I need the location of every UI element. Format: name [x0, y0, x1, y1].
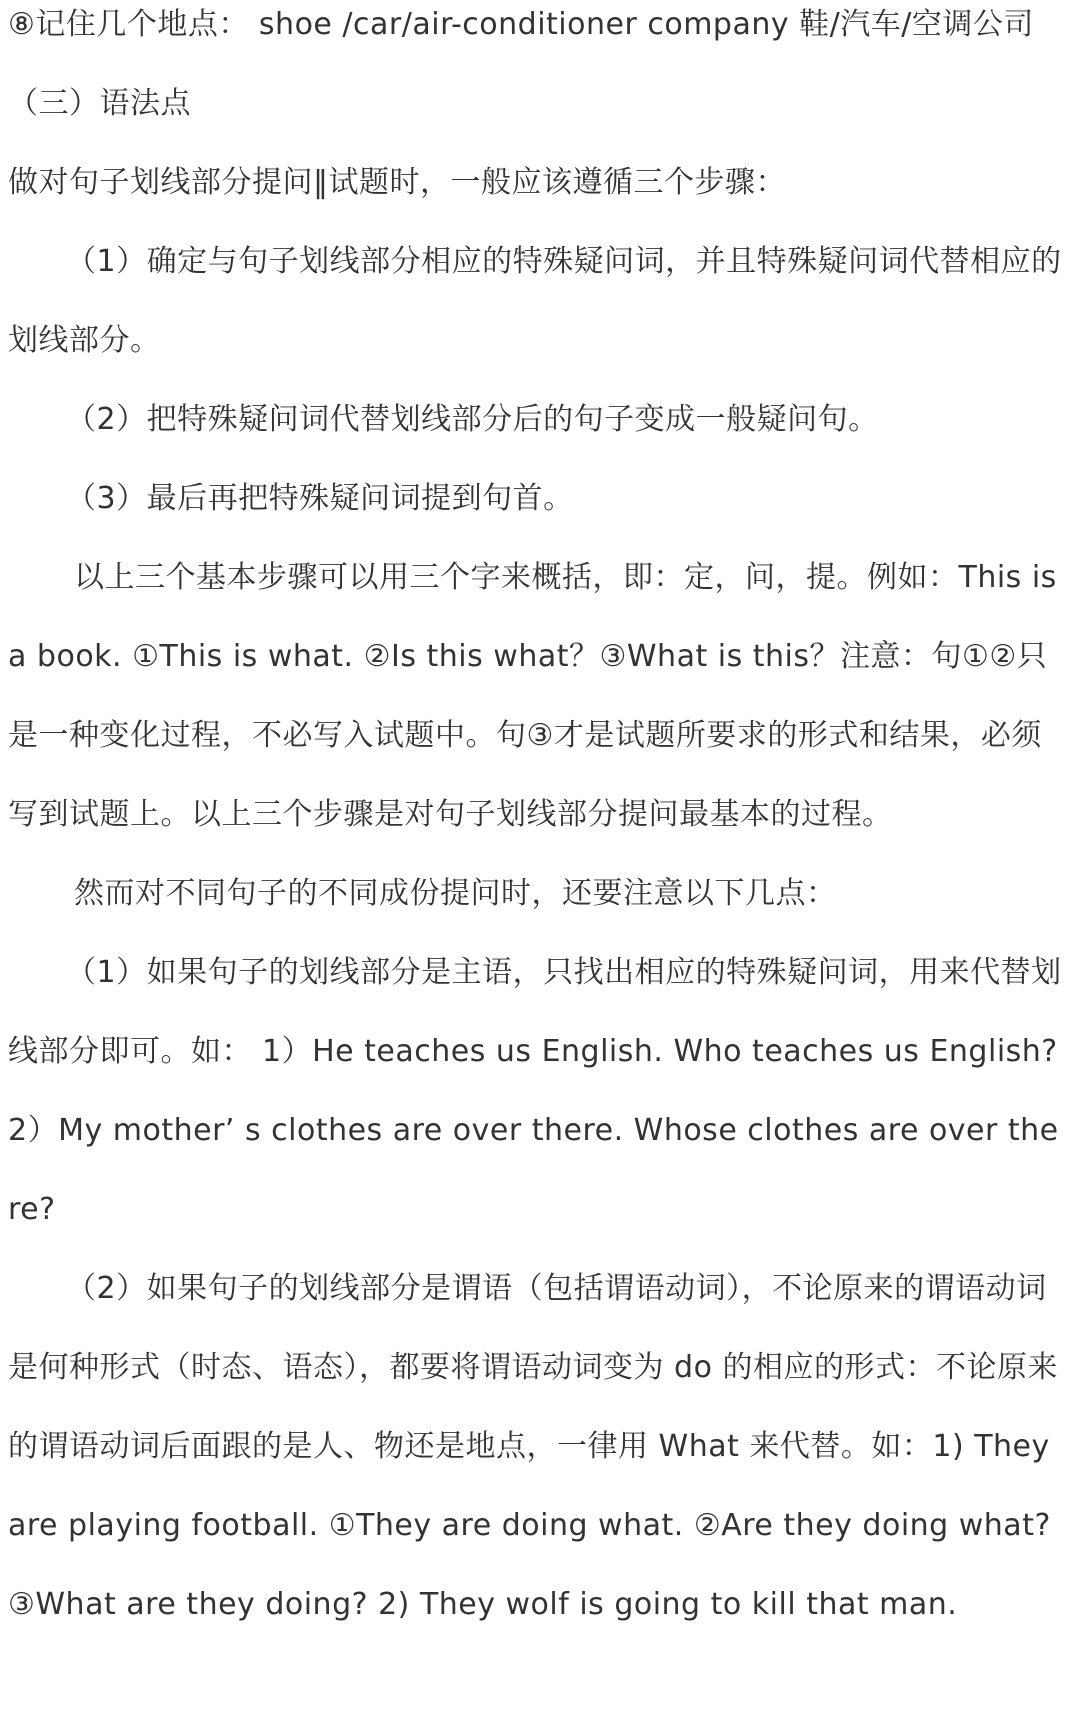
paragraph-step-3: （3）最后再把特殊疑问词提到句首。 [66, 481, 574, 516]
paragraph-intro: 做对句子划线部分提问‖试题时，一般应该遵循三个步骤： [8, 165, 786, 200]
paragraph-step-2: （2）把特殊疑问词代替划线部分后的句子变成一般疑问句。 [66, 402, 879, 437]
paragraph-summary-example: 以上三个基本步骤可以用三个字来概括，即：定，问，提。例如：This is a book. ①This is what. ②Is this what？③What is this？注意：句①②只是一种变化过程，不必写入试题中。句③才是试题所要求的形式和结果，必须写到试题上。以上三个步骤是对句子划线部分提问最基本的过程。 [8, 560, 1057, 832]
paragraph-places: ⑧记住几个地点： shoe /car/air-conditioner company 鞋/汽车/空调公司 [8, 7, 1034, 42]
paragraph-step-1: （1）确定与句子划线部分相应的特殊疑问词，并且特殊疑问词代替相应的划线部分。 [8, 244, 1062, 358]
section-heading-grammar: （三）语法点 [8, 86, 191, 121]
paragraph-notes-intro: 然而对不同句子的不同成份提问时，还要注意以下几点： [74, 876, 837, 911]
paragraph-rule-predicate: （2）如果句子的划线部分是谓语（包括谓语动词），不论原来的谓语动词是何种形式（时态、语态），都要将谓语动词变为 do 的相应的形式：不论原来的谓语动词后面跟的是人、物还是地点，一律用 What 来代替。如：1) They are playing football. ①They are doing what. ②Are they doing what? ③What are they doing? 2) They wolf is going to kill that man. [8, 1271, 1058, 1622]
paragraph-rule-subject: （1）如果句子的划线部分是主语，只找出相应的特殊疑问词，用来代替划线部分即可。如： 1）He teaches us English. Who teaches us English? 2）My mother’ s clothes are over there. Whose clothes are over there? [8, 955, 1062, 1227]
